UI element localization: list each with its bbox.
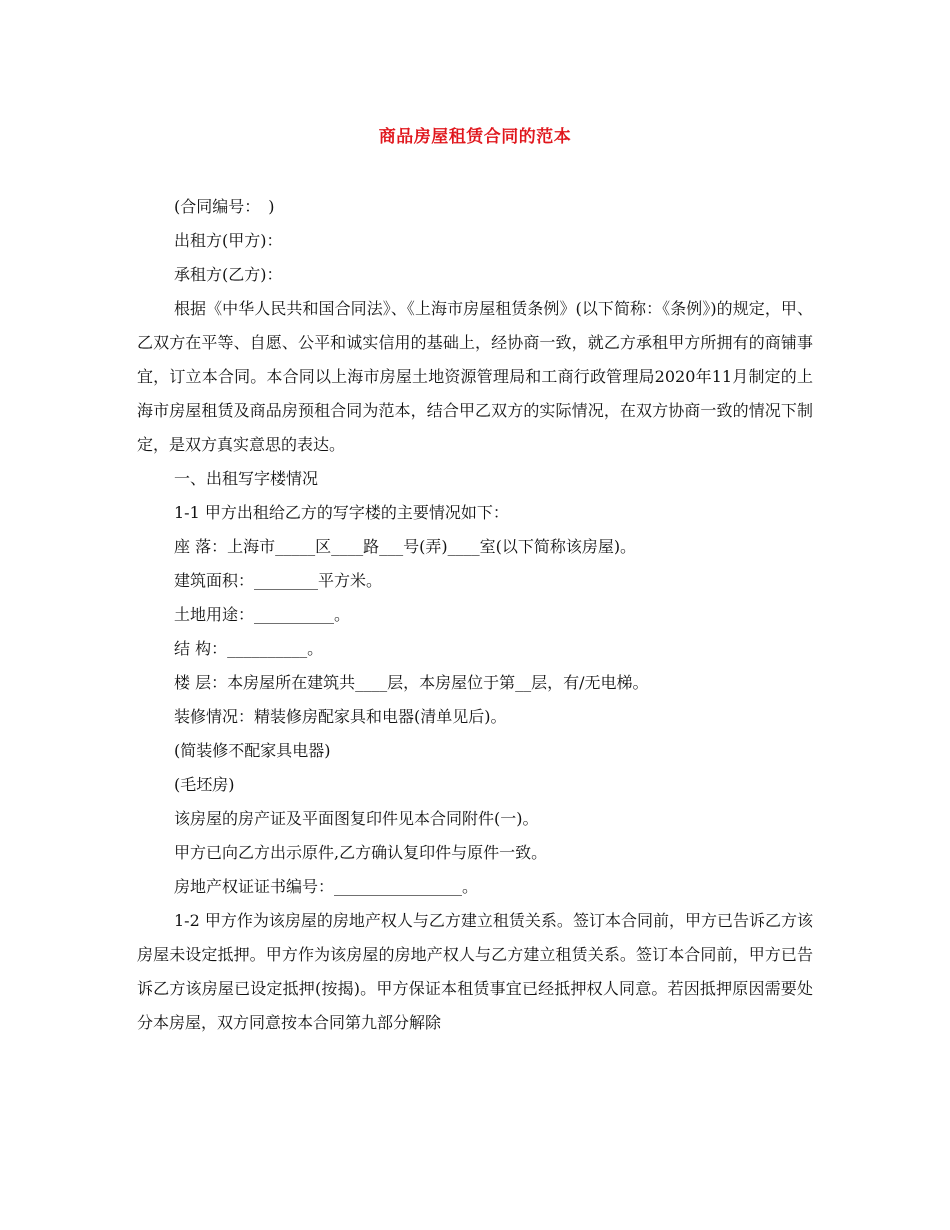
land-use-line: 土地用途：__________。: [174, 605, 351, 624]
lessor-line: 出租方(甲方)：: [174, 231, 283, 250]
location-line: 座 落：上海市_____区____路___号(弄)____室(以下简称该房屋)。: [174, 537, 637, 556]
decoration-line: 装修情况：精装修房配家具和电器(清单见后)。: [174, 707, 507, 726]
certificate-number-line: 房地产权证证书编号：________________。: [174, 877, 479, 896]
preamble-paragraph: 根据《中华人民共和国合同法》、《上海市房屋租赁条例》(以下简称：《条例》)的规定，甲、乙双方在平等、自愿、公平和诚实信用的基础上，经协商一致，就乙方承租甲方所拥有的商铺事宜，订立本合同。本合同以上海市房屋土地资源管理局和工商行政管理局2020年11月制定的上海市房屋租赁及商品房预租合同为范本，结合甲乙双方的实际情况，在双方协商一致的情况下制定，是双方真实意思的表达。: [137, 299, 813, 454]
lessee-line: 承租方(乙方)：: [174, 265, 283, 284]
simple-decoration-line: (简装修不配家具电器): [174, 741, 331, 760]
building-area-line: 建筑面积：________平方米。: [174, 571, 383, 590]
floors-line: 楼 层：本房屋所在建筑共____层，本房屋位于第__层，有/无电梯。: [174, 673, 649, 692]
document-title: 商品房屋租赁合同的范本: [378, 127, 572, 147]
original-shown-line: 甲方已向乙方出示原件,乙方确认复印件与原件一致。: [174, 843, 548, 862]
contract-number-line: (合同编号： ): [174, 197, 275, 216]
clause-1-2-paragraph: 1-2 甲方作为该房屋的房地产权人与乙方建立租赁关系。签订本合同前，甲方已告诉乙方该房屋未设定抵押。甲方作为该房屋的房地产权人与乙方建立租赁关系。签订本合同前，甲方已告诉乙方该房屋已设定抵押(按揭)。甲方保证本租赁事宜已经抵押权人同意。若因抵押原因需要处分本房屋，双方同意按本合同第九部分解除: [137, 911, 813, 1032]
document-body: [137, 190, 813, 1040]
certificate-copy-line: 该房屋的房产证及平面图复印件见本合同附件(一)。: [174, 809, 539, 828]
clause-1-1: 1-1 甲方出租给乙方的写字楼的主要情况如下：: [174, 503, 509, 522]
structure-line: 结 构：__________。: [174, 639, 324, 658]
section-1-heading: 一、出租写字楼情况: [174, 469, 319, 488]
rough-house-line: (毛坯房): [174, 775, 235, 794]
